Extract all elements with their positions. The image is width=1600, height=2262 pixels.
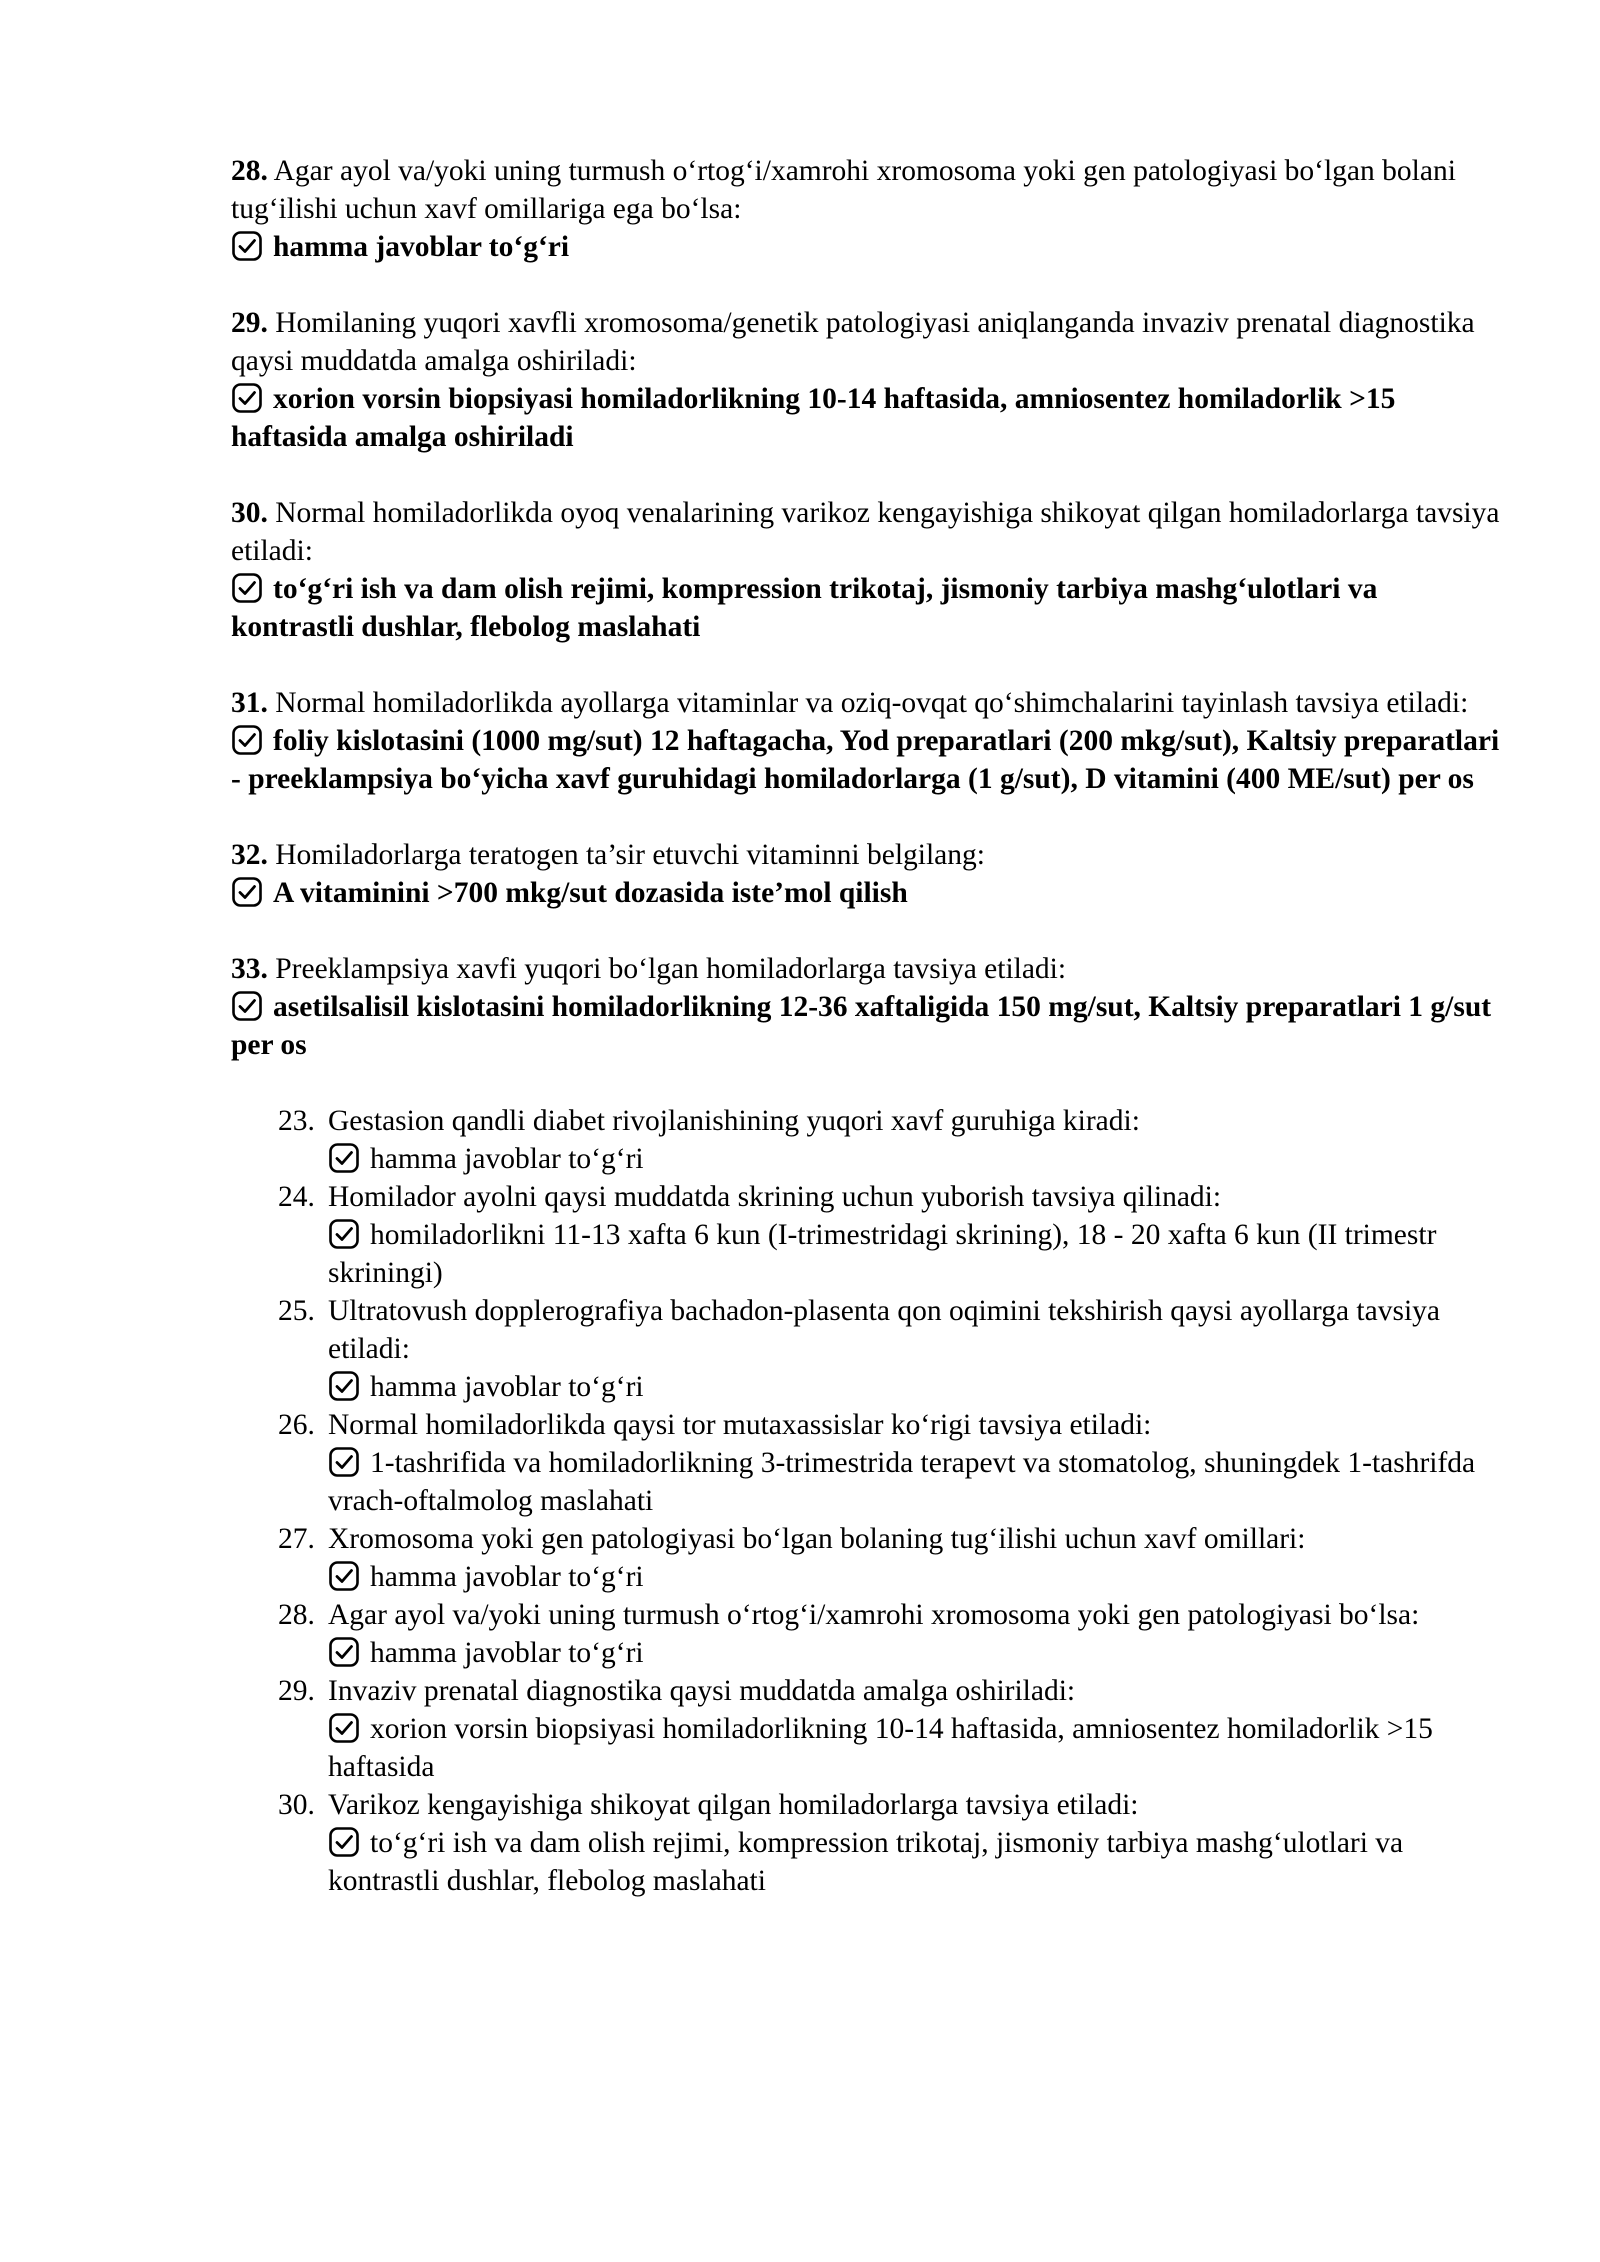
- list-item-number: 23.: [278, 1105, 315, 1137]
- question-block: [231, 494, 1501, 646]
- question-text: Agar ayol va/yoki uning turmush o‘rtog‘i/xamrohi xromosoma yoki gen patologiyasi bo‘lgan bolani tug‘ilishi uchun xavf omillariga ega bo‘lsa:: [231, 155, 1456, 225]
- list-item-answer: [328, 1634, 1501, 1672]
- list-item-answer: [328, 1824, 1501, 1900]
- list-item-answer: [328, 1140, 1501, 1178]
- list-item-answer: [328, 1444, 1501, 1520]
- list-item-question: Homilador ayolni qaysi muddatda skrining uchun yuborish tavsiya qilinadi:: [328, 1181, 1222, 1213]
- question-line: [231, 152, 1501, 228]
- checkbox-checked-icon: [328, 1826, 360, 1858]
- list-item-number: 26.: [278, 1409, 315, 1441]
- answer-text: to‘g‘ri ish va dam olish rejimi, kompression trikotaj, jismoniy tarbiya mashg‘ulotlari va kontrastli dushlar, flebolog maslahati: [328, 1827, 1404, 1897]
- checkbox-checked-icon: [231, 724, 263, 756]
- answer-text: hamma javoblar to‘g‘ri: [370, 1561, 644, 1593]
- question-text: Normal homiladorlikda ayollarga vitaminlar va oziq-ovqat qo‘shimchalarini tayinlash tavsiya etiladi:: [275, 687, 1469, 719]
- question-number: 29.: [231, 307, 268, 339]
- checkbox-checked-icon: [328, 1560, 360, 1592]
- answer-text: hamma javoblar to‘g‘ri: [370, 1637, 644, 1669]
- bold-question-section: [231, 152, 1501, 1064]
- list-item-question: Varikoz kengayishiga shikoyat qilgan homiladorlarga tavsiya etiladi:: [328, 1789, 1139, 1821]
- checkbox-checked-icon: [231, 230, 263, 262]
- list-item-number: 24.: [278, 1181, 315, 1213]
- answer-line: [231, 988, 1501, 1064]
- list-item-number: 29.: [278, 1675, 315, 1707]
- checkbox-checked-icon: [328, 1446, 360, 1478]
- answer-text: A vitaminini >700 mkg/sut dozasida iste’mol qilish: [273, 877, 908, 909]
- answer-text: hamma javoblar to‘g‘ri: [370, 1143, 644, 1175]
- answer-line: [231, 228, 1501, 266]
- checkbox-checked-icon: [231, 382, 263, 414]
- question-number: 31.: [231, 687, 268, 719]
- list-item: [278, 1292, 1501, 1406]
- question-line: [231, 836, 1501, 874]
- answer-text: foliy kislotasini (1000 mg/sut) 12 haftagacha, Yod preparatlari (200 mkg/sut), Kaltsiy preparatlari - preeklampsiya bo‘yicha xavf guruhidagi homiladorlarga (1 g/sut), D vitamini (400 ME/sut) per os: [231, 725, 1500, 795]
- answer-line: [231, 380, 1501, 456]
- list-item-number: 30.: [278, 1789, 315, 1821]
- question-line: [231, 950, 1501, 988]
- question-block: [231, 304, 1501, 456]
- answer-text: xorion vorsin biopsiyasi homiladorlikning 10-14 haftasida, amniosentez homiladorlik >15 haftasida: [328, 1713, 1433, 1783]
- question-block: [231, 836, 1501, 912]
- list-item-answer: [328, 1710, 1501, 1786]
- numbered-question-list: [278, 1102, 1501, 1900]
- answer-text: to‘g‘ri ish va dam olish rejimi, kompression trikotaj, jismoniy tarbiya mashg‘ulotlari va kontrastli dushlar, flebolog maslahati: [231, 573, 1378, 643]
- answer-text: xorion vorsin biopsiyasi homiladorlikning 10-14 haftasida, amniosentez homiladorlik >15 haftasida amalga oshiriladi: [231, 383, 1396, 453]
- list-item-number: 28.: [278, 1599, 315, 1631]
- list-item: [278, 1102, 1501, 1178]
- question-number: 30.: [231, 497, 268, 529]
- list-item-question: Normal homiladorlikda qaysi tor mutaxassislar ko‘rigi tavsiya etiladi:: [328, 1409, 1152, 1441]
- question-number: 33.: [231, 953, 268, 985]
- checkbox-checked-icon: [231, 572, 263, 604]
- answer-line: [231, 722, 1501, 798]
- list-item-question: Xromosoma yoki gen patologiyasi bo‘lgan bolaning tug‘ilishi uchun xavf omillari:: [328, 1523, 1306, 1555]
- list-item-question: Ultratovush dopplerografiya bachadon-plasenta qon oqimini tekshirish qaysi ayollarga tavsiya etiladi:: [328, 1295, 1440, 1365]
- question-text: Preeklampsiya xavfi yuqori bo‘lgan homiladorlarga tavsiya etiladi:: [275, 953, 1067, 985]
- answer-text: asetilsalisil kislotasini homiladorlikning 12-36 xaftaligida 150 mg/sut, Kaltsiy preparatlari 1 g/sut per os: [231, 991, 1492, 1061]
- list-item-answer: [328, 1558, 1501, 1596]
- question-line: [231, 494, 1501, 570]
- checkbox-checked-icon: [328, 1712, 360, 1744]
- list-item: [278, 1596, 1501, 1672]
- list-item: [278, 1178, 1501, 1292]
- list-item-question: Invaziv prenatal diagnostika qaysi muddatda amalga oshiriladi:: [328, 1675, 1076, 1707]
- question-line: [231, 684, 1501, 722]
- answer-text: 1-tashrifida va homiladorlikning 3-trimestrida terapevt va stomatolog, shuningdek 1-tashrifda vrach-oftalmolog maslahati: [328, 1447, 1476, 1517]
- list-item: [278, 1406, 1501, 1520]
- question-block: [231, 950, 1501, 1064]
- checkbox-checked-icon: [328, 1370, 360, 1402]
- checkbox-checked-icon: [328, 1636, 360, 1668]
- list-item-answer: [328, 1368, 1501, 1406]
- question-text: Normal homiladorlikda oyoq venalarining varikoz kengayishiga shikoyat qilgan homiladorlarga tavsiya etiladi:: [231, 497, 1500, 567]
- question-block: [231, 684, 1501, 798]
- list-item-answer: [328, 1216, 1501, 1292]
- answer-text: hamma javoblar to‘g‘ri: [273, 231, 570, 263]
- answer-text: hamma javoblar to‘g‘ri: [370, 1371, 644, 1403]
- checkbox-checked-icon: [231, 990, 263, 1022]
- answer-line: [231, 570, 1501, 646]
- checkbox-checked-icon: [231, 876, 263, 908]
- list-item-question: Gestasion qandli diabet rivojlanishining yuqori xavf guruhiga kiradi:: [328, 1105, 1140, 1137]
- list-item: [278, 1672, 1501, 1786]
- question-text: Homiladorlarga teratogen ta’sir etuvchi vitaminni belgilang:: [275, 839, 985, 871]
- checkbox-checked-icon: [328, 1218, 360, 1250]
- list-item-question: Agar ayol va/yoki uning turmush o‘rtog‘i/xamrohi xromosoma yoki gen patologiyasi bo‘lsa:: [328, 1599, 1420, 1631]
- question-text: Homilaning yuqori xavfli xromosoma/genetik patologiyasi aniqlanganda invaziv prenatal diagnostika qaysi muddatda amalga oshiriladi:: [231, 307, 1475, 377]
- list-item: [278, 1786, 1501, 1900]
- question-block: [231, 152, 1501, 266]
- question-line: [231, 304, 1501, 380]
- document-content: [231, 152, 1501, 1900]
- question-number: 32.: [231, 839, 268, 871]
- answer-line: [231, 874, 1501, 912]
- checkbox-checked-icon: [328, 1142, 360, 1174]
- list-item-number: 27.: [278, 1523, 315, 1555]
- list-item-number: 25.: [278, 1295, 315, 1327]
- list-item: [278, 1520, 1501, 1596]
- answer-text: homiladorlikni 11-13 xafta 6 kun (I-trimestridagi skrining), 18 - 20 xafta 6 kun (II trimestr skriningi): [328, 1219, 1437, 1289]
- question-number: 28.: [231, 155, 268, 187]
